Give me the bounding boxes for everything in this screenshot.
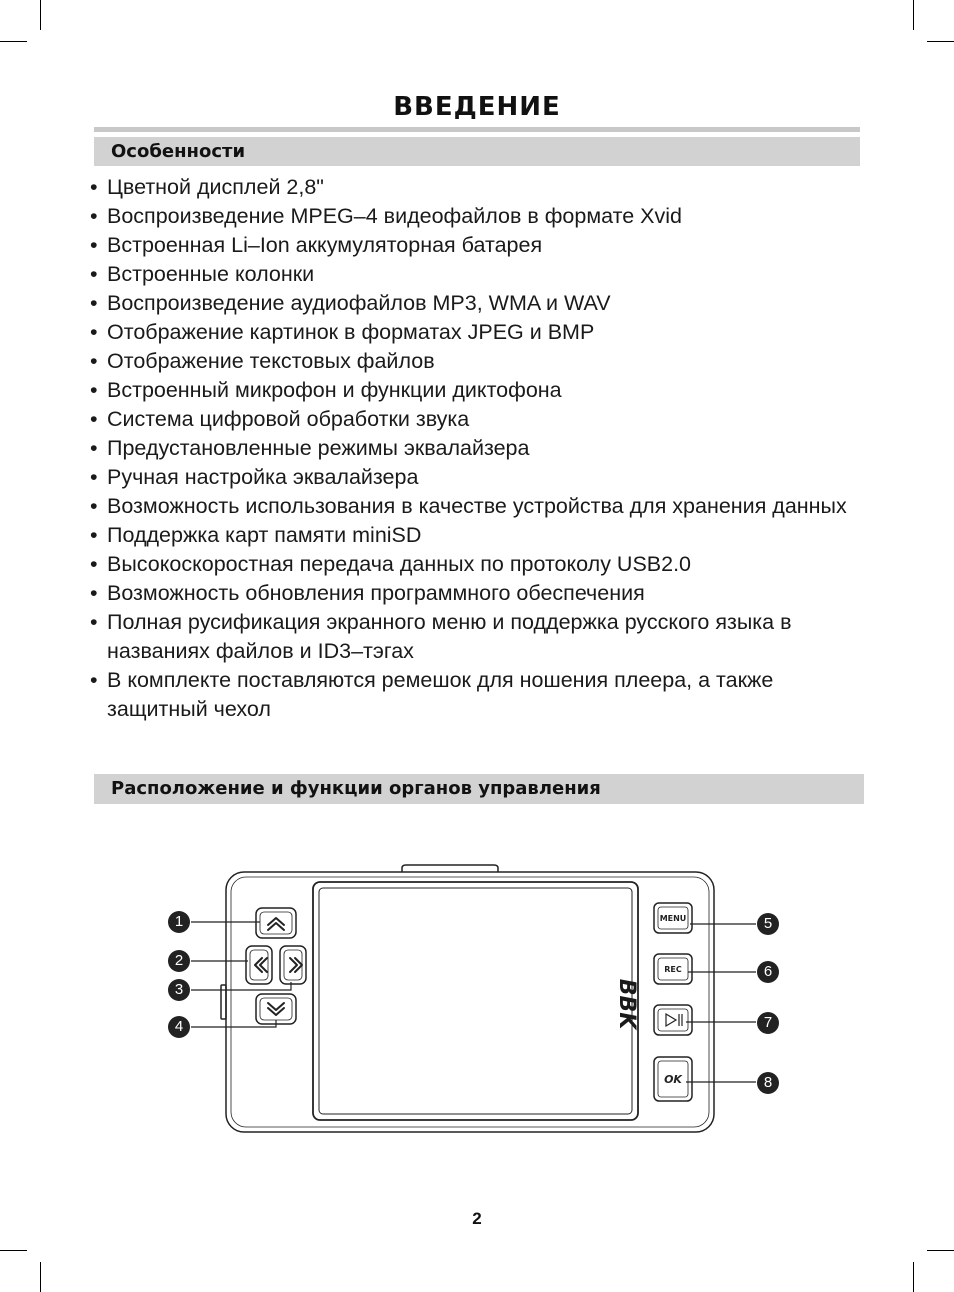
list-item: • Воспроизведение MPEG–4 видеофайлов в формате Xvid	[90, 202, 870, 231]
list-item: • Ручная настройка эквалайзера	[90, 463, 870, 492]
page-number: 2	[472, 1209, 482, 1228]
list-item: • Отображение текстовых файлов	[90, 347, 870, 376]
play-pause-icon	[666, 1014, 682, 1026]
list-item: • Полная русификация экранного меню и поддержка русского языка в названиях файлов и ID3–тэгах	[90, 608, 870, 666]
callout-2: 2	[168, 950, 190, 972]
controls-heading: Расположение и функции органов управления	[94, 774, 864, 804]
callout-3: 3	[168, 979, 190, 1001]
list-item: • Система цифровой обработки звука	[90, 405, 870, 434]
rec-button-label: REC	[664, 965, 682, 974]
double-down-icon	[268, 1003, 284, 1015]
double-up-icon	[268, 918, 284, 930]
page-title: ВВЕДЕНИЕ	[393, 92, 561, 122]
ok-button-label: OK	[664, 1073, 682, 1086]
device-top-tab	[402, 865, 498, 872]
callout-1: 1	[168, 911, 190, 933]
list-item: • Отображение картинок в форматах JPEG и BMP	[90, 318, 870, 347]
callout-6: 6	[757, 961, 779, 983]
double-left-icon	[255, 958, 267, 972]
list-item: • Возможность использования в качестве устройства для хранения данных	[90, 492, 870, 521]
device-screen	[313, 882, 638, 1120]
callout-5: 5	[757, 913, 779, 935]
list-item: • Поддержка карт памяти miniSD	[90, 521, 870, 550]
list-item: • Встроенная Li–Ion аккумуляторная батарея	[90, 231, 870, 260]
callout-4: 4	[168, 1016, 190, 1038]
callout-8: 8	[757, 1072, 779, 1094]
list-item: • Возможность обновления программного обеспечения	[90, 579, 870, 608]
list-item: • Встроенные колонки	[90, 260, 870, 289]
features-heading: Особенности	[94, 137, 860, 166]
list-item: • В комплекте поставляются ремешок для ношения плеера, а также защитный чехол	[90, 666, 870, 724]
list-item: • Высокоскоростная передача данных по протоколу USB2.0	[90, 550, 870, 579]
list-item: • Цветной дисплей 2,8"	[90, 173, 870, 202]
list-item: • Предустановленные режимы эквалайзера	[90, 434, 870, 463]
brand-logo: BBK	[614, 978, 639, 1030]
menu-button-label: MENU	[659, 914, 687, 923]
callout-7: 7	[757, 1012, 779, 1034]
double-right-icon	[290, 958, 302, 972]
list-item: • Воспроизведение аудиофайлов MP3, WMA и WAV	[90, 289, 870, 318]
list-item: • Встроенный микрофон и функции диктофона	[90, 376, 870, 405]
device-body	[226, 872, 714, 1132]
